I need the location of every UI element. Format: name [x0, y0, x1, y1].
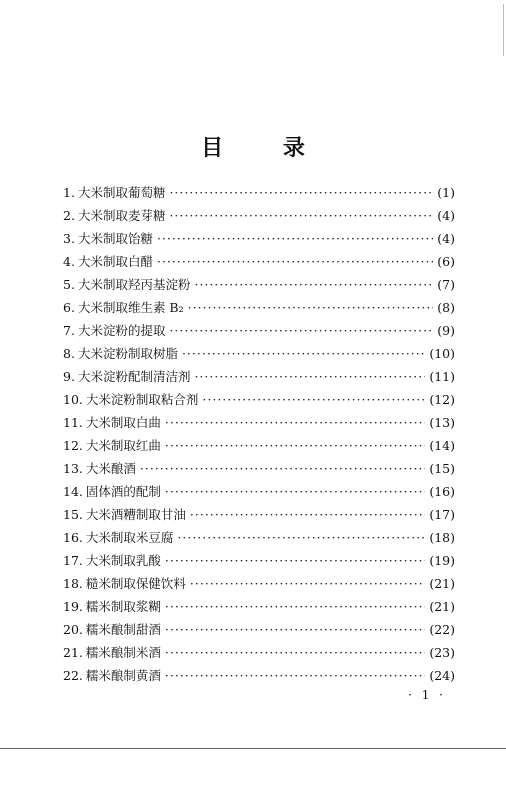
toc-entry-page: (24)	[429, 668, 455, 683]
toc-entry[interactable]	[63, 641, 455, 664]
toc-entry-number: 10.	[63, 392, 83, 407]
dot-leader	[165, 434, 425, 457]
toc-entry[interactable]	[63, 388, 455, 411]
toc-entry[interactable]	[63, 411, 455, 434]
toc-entry[interactable]	[63, 549, 455, 572]
toc-entry-title: 大米酒糟制取甘油	[85, 507, 186, 522]
toc-entry-title: 大米制取葡萄糖	[77, 185, 166, 200]
toc-entry[interactable]	[63, 227, 455, 250]
dot-leader	[169, 181, 433, 204]
toc-entry-title: 糯米酿制米酒	[85, 645, 161, 660]
toc-entry-number: 14.	[63, 484, 83, 499]
toc-entry[interactable]	[63, 204, 455, 227]
toc-entry-page: (7)	[437, 277, 455, 292]
toc-entry[interactable]	[63, 273, 455, 296]
page-number: · 1 ·	[408, 688, 446, 702]
toc-entry[interactable]	[63, 365, 455, 388]
toc-entry-title: 大米制取乳酸	[85, 553, 161, 568]
toc-entry-number: 20.	[63, 622, 83, 637]
toc-entry-title: 大米制取饴糖	[77, 231, 153, 246]
toc-entry-title: 糯米酿制甜酒	[85, 622, 161, 637]
toc-entry-number: 19.	[63, 599, 83, 614]
toc-entry-page: (4)	[437, 208, 455, 223]
toc-entry-number: 21.	[63, 645, 83, 660]
toc-entry[interactable]	[63, 618, 455, 641]
toc-entry-page: (13)	[429, 415, 455, 430]
dot-leader	[169, 204, 433, 227]
toc-entry-page: (6)	[437, 254, 455, 269]
toc-entry-number: 7.	[63, 323, 75, 338]
bottom-rule	[0, 748, 506, 749]
toc-entry[interactable]	[63, 250, 455, 273]
toc-entry-page: (12)	[429, 392, 455, 407]
scan-edge-mark	[503, 4, 504, 56]
toc-entry-page: (11)	[429, 369, 455, 384]
toc-entry-number: 13.	[63, 461, 83, 476]
toc-entry[interactable]	[63, 480, 455, 503]
toc-entry-number: 17.	[63, 553, 83, 568]
dot-leader	[165, 664, 425, 687]
toc-entry-title: 固体酒的配制	[85, 484, 161, 499]
toc-entry-number: 15.	[63, 507, 83, 522]
toc-entry-page: (16)	[429, 484, 455, 499]
toc-entry-title: 大米制取米豆腐	[85, 530, 174, 545]
toc-entry-number: 8.	[63, 346, 75, 361]
toc-entry-number: 2.	[63, 208, 75, 223]
toc-entry[interactable]	[63, 526, 455, 549]
dot-leader	[177, 526, 425, 549]
toc-entry-page: (10)	[429, 346, 455, 361]
toc-entry-title: 大米制取维生素 B₂	[77, 300, 184, 315]
toc-entry[interactable]	[63, 503, 455, 526]
dot-leader	[165, 480, 425, 503]
toc-entry-title: 糙米制取保健饮料	[85, 576, 186, 591]
toc-entry-number: 3.	[63, 231, 75, 246]
toc-entry-number: 22.	[63, 668, 83, 683]
toc-entry-number: 12.	[63, 438, 83, 453]
dot-leader	[202, 388, 425, 411]
dot-leader	[169, 319, 433, 342]
dot-leader	[140, 457, 425, 480]
toc-entry-title: 糯米酿制黄酒	[85, 668, 161, 683]
toc-entry-title: 大米制取麦芽糖	[77, 208, 166, 223]
toc-entry-page: (19)	[429, 553, 455, 568]
toc-entry[interactable]	[63, 319, 455, 342]
toc-entry-page: (18)	[429, 530, 455, 545]
toc-entry-title: 糯米制取浆糊	[85, 599, 161, 614]
toc-entry-title: 大米淀粉制取树脂	[77, 346, 178, 361]
dot-leader	[194, 273, 433, 296]
dot-leader	[165, 595, 425, 618]
toc-entry-number: 1.	[63, 185, 75, 200]
toc-entry-title: 大米酿酒	[85, 461, 136, 476]
toc-entry-title: 大米制取白曲	[85, 415, 161, 430]
toc-entry-title: 大米淀粉的提取	[77, 323, 166, 338]
toc-entry-title: 大米淀粉配制清洁剂	[77, 369, 191, 384]
toc-entry-number: 5.	[63, 277, 75, 292]
toc-entry-page: (23)	[429, 645, 455, 660]
toc-entry-number: 9.	[63, 369, 75, 384]
toc-entry-page: (15)	[429, 461, 455, 476]
toc-entry[interactable]	[63, 342, 455, 365]
dot-leader	[194, 365, 425, 388]
toc-entry-page: (21)	[429, 599, 455, 614]
toc-entry-page: (1)	[437, 185, 455, 200]
toc-entry-title: 大米制取红曲	[85, 438, 161, 453]
toc-entry[interactable]	[63, 572, 455, 595]
toc-entry-number: 18.	[63, 576, 83, 591]
dot-leader	[157, 227, 433, 250]
toc-entry-page: (4)	[437, 231, 455, 246]
toc-entry-number: 16.	[63, 530, 83, 545]
dot-leader	[165, 411, 425, 434]
toc-entry-title: 大米淀粉制取粘合剂	[85, 392, 199, 407]
toc-entry-title: 大米制取白醋	[77, 254, 153, 269]
toc-entry-page: (22)	[429, 622, 455, 637]
toc-entry[interactable]	[63, 595, 455, 618]
page-title: 目 录	[201, 135, 331, 161]
toc-entry-page: (14)	[429, 438, 455, 453]
dot-leader	[190, 572, 425, 595]
toc-entry[interactable]	[63, 457, 455, 480]
toc-entry[interactable]	[63, 181, 455, 204]
toc-entry-number: 4.	[63, 254, 75, 269]
toc-entry-number: 11.	[63, 415, 83, 430]
dot-leader	[157, 250, 433, 273]
toc-entry-page: (9)	[437, 323, 455, 338]
table-of-contents	[63, 181, 455, 687]
dot-leader	[165, 549, 425, 572]
toc-entry-number: 6.	[63, 300, 75, 315]
toc-entry[interactable]	[63, 296, 455, 319]
dot-leader	[182, 342, 425, 365]
dot-leader	[190, 503, 425, 526]
toc-entry-page: (17)	[429, 507, 455, 522]
dot-leader	[165, 641, 425, 664]
dot-leader	[188, 296, 434, 319]
dot-leader	[165, 618, 425, 641]
toc-entry-page: (8)	[437, 300, 455, 315]
toc-entry-page: (21)	[429, 576, 455, 591]
toc-entry-title: 大米制取羟丙基淀粉	[77, 277, 191, 292]
toc-entry[interactable]	[63, 664, 455, 687]
toc-entry[interactable]	[63, 434, 455, 457]
